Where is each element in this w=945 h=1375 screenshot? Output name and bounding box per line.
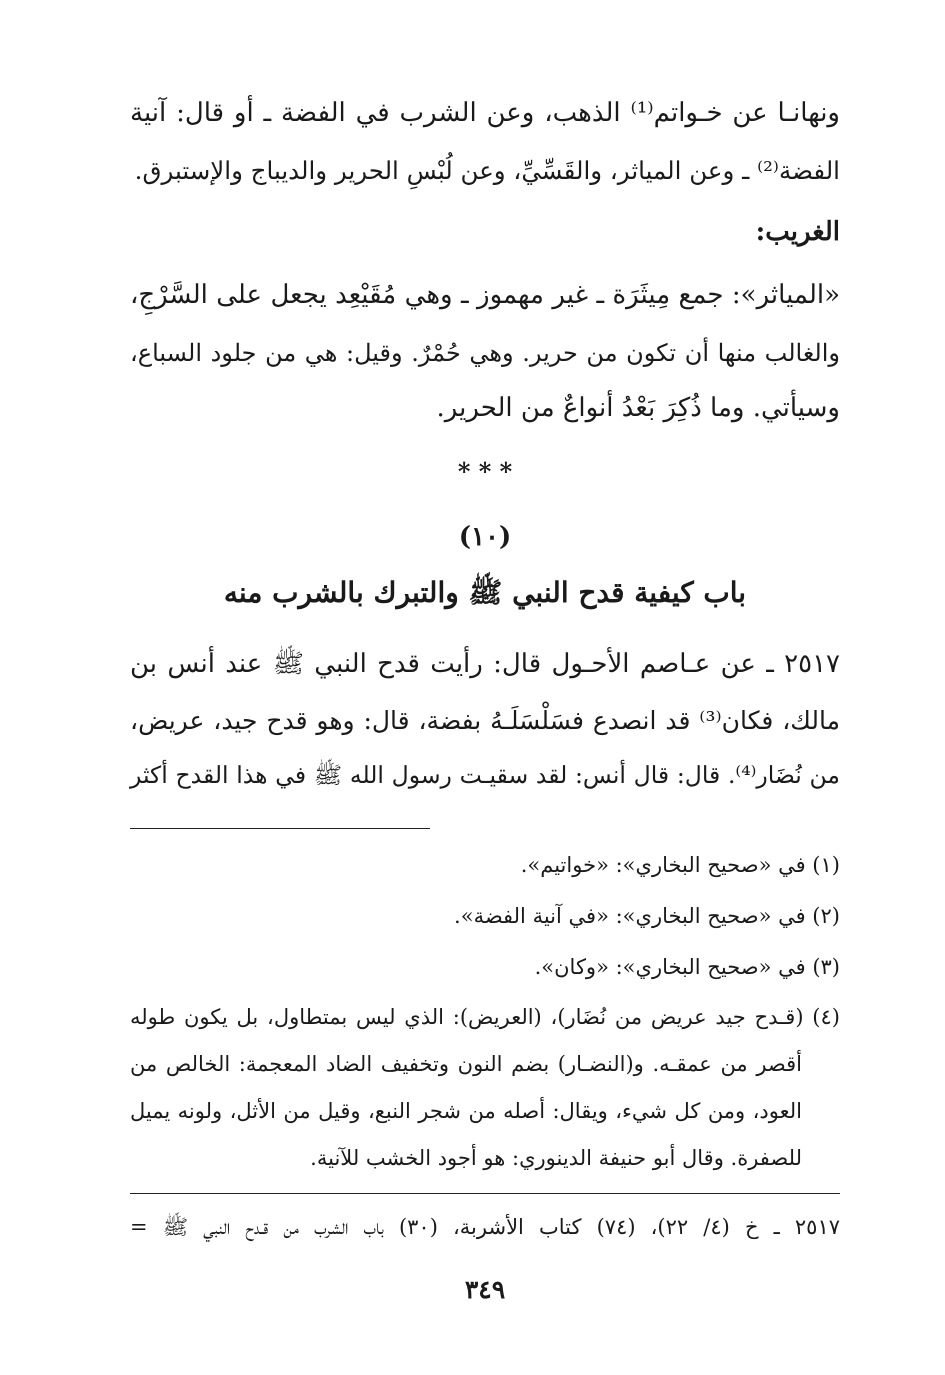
gharib-line-1: «المياثر»: جمع مِيثَرَة ـ غير مهموز ـ وهي مُقَيْعِد يجعل على السَّرْجِ، [130, 280, 840, 310]
footnote-2: (٢) في «صحيح البخاري»: «في آنية الفضة». [454, 904, 840, 928]
chapter-number: (١٠) [458, 522, 512, 552]
footnote-4-line-3: العود، ومن كل شيء، ويقال: أصله من شجر النبع، وقيل من الأثل، ولونه يميل [130, 1099, 802, 1123]
page-number: ٣٤٩ [464, 1275, 506, 1304]
footnote-4-line-2: أقصر من عمقـه. و(النضـار) بضم النون وتخفيف الضاد المعجمة: الخالص من [130, 1052, 802, 1076]
top-paragraph-line-2: الفضة⁽²⁾ ـ وعن المياثر، والقَسِّيِّ، وعن لُبْسِ الحرير والديباج والإستبرق. [134, 156, 840, 185]
section-separator: * * * [457, 457, 513, 486]
footnote-4-line-1: (٤) (قـدح جيد عريض من نُضَار)، (العريض): الذي ليس بمتطاول، بل يكون طوله [130, 1005, 840, 1029]
chapter-title: باب كيفية قدح النبي ﷺ والتبرك بالشرب منه [223, 576, 747, 609]
hadith-line-1: ٢٥١٧ ـ عن عـاصم الأحـول قال: رأيت قدح النبي ﷺ عند أنس بن [130, 649, 840, 679]
hadith-line-3: من نُضَار⁽⁴⁾. قال: قال أنس: لقد سقيـت رسول الله ﷺ في هذا القدح أكثر [130, 761, 840, 789]
footnote-4-line-4: للصفرة. وقال أبو حنيفة الدينوري: هو أجود الخشب للآنية. [310, 1146, 802, 1170]
hadith-line-2: مالك، فكان⁽³⁾ قد انصدع فسَلْسَلَـهُ بفضة، قال: وهو قدح جيد، عريض، [130, 706, 840, 735]
page-body [130, 0, 840, 1375]
gharib-line-2: والغالب منها أن تكون من حرير. وهي حُمْرٌ. وقيل: هي من جلود السباع، [130, 339, 840, 367]
reference-separator-rule [130, 1193, 840, 1194]
footnote-3: (٣) في «صحيح البخاري»: «وكان». [534, 955, 840, 979]
gharib-line-3: وسيأتي. وما ذُكِرَ بَعْدُ أنواعٌ من الحرير. [436, 393, 840, 423]
footnote-1: (١) في «صحيح البخاري»: «خواتيم». [520, 853, 840, 877]
footnote-separator-rule [130, 828, 430, 829]
top-paragraph-line-1: ونهانـا عن خـواتم⁽¹⁾ الذهب، وعن الشرب في الفضة ـ أو قال: آنية [130, 98, 840, 128]
gharib-heading: الغريب: [755, 217, 840, 247]
hadith-reference: ٢٥١٧ ـ خ (٤/ ٢٢)، (٧٤) كتاب الأشربة، (٣٠) باب الشرب من قـدح النبي ﷺ = [130, 1215, 841, 1239]
